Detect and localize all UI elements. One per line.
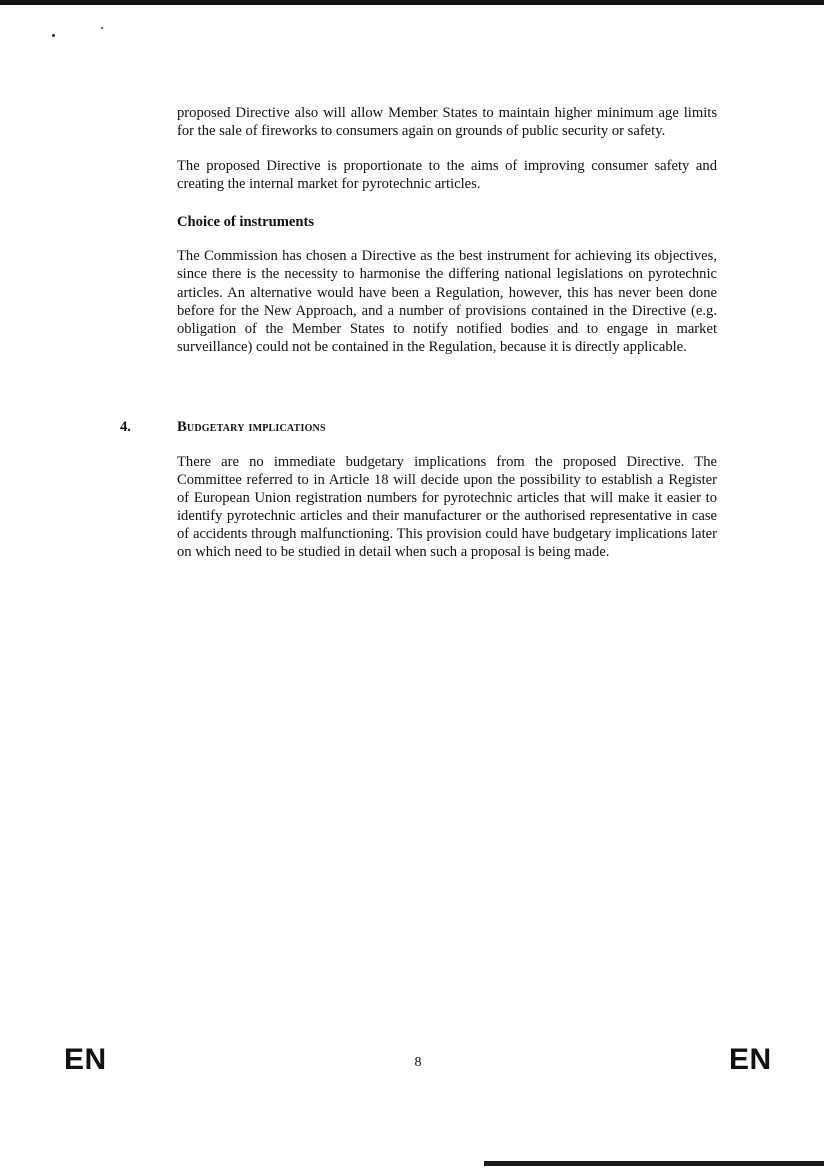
scan-bottom-border [484, 1161, 824, 1166]
paragraph: The proposed Directive is proportionate to the aims of improving consumer safety and creating the internal market for pyrotechnic articles. [177, 158, 717, 193]
footer-language-right: EN [729, 1043, 772, 1076]
scan-speck [101, 27, 103, 29]
scan-speck [52, 34, 55, 37]
page-body [177, 104, 717, 356]
paragraph: There are no immediate budgetary implications from the proposed Directive. The Committee referred to in Article 18 will decide upon the possibility to establish a Register of European Union registration numbers for pyrotechnic articles that will make it easier to identify pyrotechnic articles and their manufacturer or the authorised representative in case of accidents through malfunctioning. This provision could have budgetary implications later on which need to be studied in detail when such a proposal is being made. [177, 454, 717, 561]
subheading-choice-of-instruments: Choice of instruments [177, 214, 315, 231]
footer-language-left: EN [64, 1043, 107, 1076]
scan-top-border [0, 0, 824, 5]
section-body [177, 453, 717, 562]
section-number: 4. [120, 419, 131, 435]
page-number: 8 [414, 1055, 422, 1070]
section-heading [0, 419, 824, 439]
section-title: Budgetary implications [177, 419, 326, 435]
paragraph: The Commission has chosen a Directive as the best instrument for achieving its objectives, since there is the necessity to harmonise the differing national legislations on pyrotechnic articles. An alternative would have been a Regulation, however, this has never been done before for the New Approach, and a number of provisions contained in the Directive (e.g. obligation of the Member States to notify notified bodies and to engage in market surveillance) could not be contained in the Regulation, because it is directly applicable. [177, 248, 717, 355]
paragraph: proposed Directive also will allow Member States to maintain higher minimum age limits for the sale of fireworks to consumers again on grounds of public security or safety. [177, 105, 717, 140]
